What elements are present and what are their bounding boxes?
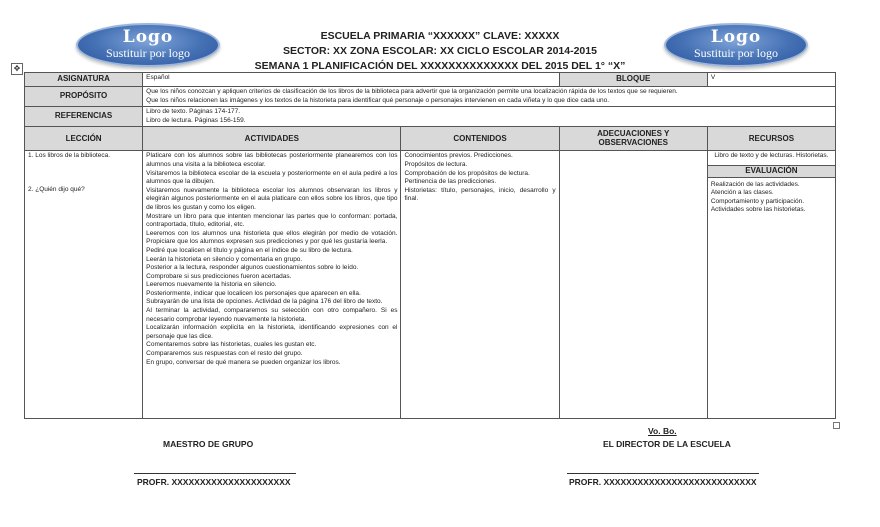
- proposito-label: PROPÓSITO: [25, 87, 143, 107]
- planning-table: [24, 72, 836, 419]
- actividad: Comprobare si sus predicciones fueron acertadas.: [146, 272, 292, 280]
- bloque-value: V: [707, 73, 835, 87]
- contenido: Comprobación de los propósitos de lectura.: [404, 169, 530, 177]
- actividad: Posterior a la lectura, responder algunos cuestionamientos sobre lo leído.: [146, 264, 359, 272]
- actividad: Compararemos sus respuestas con el resto del grupo.: [146, 350, 303, 358]
- actividad: Leerán la historieta en silencio y comentaria en grupo.: [146, 255, 303, 263]
- proposito-line-1: Que los niños conozcan y apliquen criterios de clasificación de los libros de la biblioteca para advertir que la organización permite una localización rápida de los textos que se requieren.: [146, 88, 678, 95]
- actividad: Pediré que localicen el título y página en el índice de su libro de lectura.: [146, 246, 353, 254]
- director-label: EL DIRECTOR DE LA ESCUELA: [603, 439, 731, 449]
- header-line-2: SECTOR: XX ZONA ESCOLAR: XX CICLO ESCOLAR 2014-2015: [283, 45, 597, 57]
- referencias-value: [143, 107, 836, 127]
- proposito-line-2: Que los niños relacionen las imágenes y los textos de la historieta para identificar qué personaje o personajes intervienen en cada viñeta y lo que dice cada uno.: [146, 96, 610, 104]
- referencias-label: REFERENCIAS: [25, 107, 143, 127]
- logo-right-title: Logo: [710, 27, 762, 47]
- col-header-actividades: ACTIVIDADES: [143, 127, 401, 151]
- col-header-contenidos: CONTENIDOS: [401, 127, 559, 151]
- logo-right-subtitle: Sustituir por logo: [693, 46, 778, 60]
- contenido: Pertinencia de las predicciones.: [404, 178, 497, 186]
- adecuaciones-cell: [559, 151, 707, 419]
- table-move-handle-icon[interactable]: ✥: [11, 63, 23, 75]
- contenido: Propósitos de lectura.: [404, 160, 468, 168]
- leccion-cell: [25, 151, 143, 419]
- evaluacion-item: Realización de las actividades.: [710, 180, 800, 188]
- referencia-line-1: Libro de texto. Páginas 174-177.: [146, 108, 241, 116]
- col-header-adecuaciones: ADECUACIONES Y OBSERVACIONES: [559, 127, 707, 151]
- header-line-1: ESCUELA PRIMARIA “XXXXXX” CLAVE: XXXXX: [320, 30, 560, 42]
- actividad: Platicare con los alumnos sobre las bibliotecas posteriormente planearemos con los alumnos una visita a la biblioteca escolar.: [146, 152, 398, 168]
- recursos-cell: [707, 151, 835, 419]
- asignatura-value: Español: [143, 73, 560, 87]
- actividad: Visitaremos la biblioteca escolar de la escuela y posteriormente en el aula pediré a los alumnos que la dibujen.: [146, 169, 398, 186]
- contenidos-cell: [401, 151, 559, 419]
- evaluacion-item: Actividades sobre las historietas.: [710, 206, 806, 214]
- maestro-label: MAESTRO DE GRUPO: [163, 439, 254, 449]
- contenido: Historietas: título, personajes, inicio, desarrollo y final.: [404, 186, 556, 203]
- actividad: Mostrare un libro para que intenten mencionar las partes que lo conforman: portada, contraportada, título, editorial, etc.: [146, 212, 398, 229]
- col-header-leccion: LECCIÓN: [25, 127, 143, 151]
- actividad: Leeremos nuevamente la historia en silencio.: [146, 281, 277, 289]
- director-signature-line: [567, 473, 759, 474]
- header-line-3: SEMANA 1 PLANIFICACIÓN DEL XXXXXXXXXXXXXX DEL 2015 DEL 1° “X”: [254, 60, 626, 72]
- actividad: Localizarán información explicita en la historieta, identificando expresiones con el personaje que las dice.: [146, 324, 398, 340]
- table-resize-handle[interactable]: [833, 422, 840, 429]
- vobo-label: Vo. Bo.: [648, 426, 677, 436]
- evaluacion-item: Atención a las clases.: [710, 189, 774, 197]
- contenido: Conocimientos previos. Predicciones.: [404, 152, 513, 160]
- actividad: En grupo, conversar de qué manera se pueden organizar los libros.: [146, 358, 341, 366]
- maestro-signature-line: [134, 473, 296, 474]
- actividad: Leeremos con los alumnos una historieta que ellos elegirán por medio de votación. Propiciare que los alumnos expresen sus predicciones y por qué les gustaría leerla.: [146, 229, 398, 246]
- logo-left-title: Logo: [122, 27, 174, 47]
- logo-left-subtitle: Sustituir por logo: [105, 46, 190, 60]
- actividad: Visitaremos nuevamente la biblioteca escolar los alumnos observaran los libros y elegirán algunos posteriormente en el aula platicare con ellos sobre los libros, que tipo de libros les gustan y como los eligen.: [146, 186, 398, 211]
- col-header-recursos: RECURSOS: [707, 127, 835, 151]
- evaluacion-item: Comportamiento y participación.: [710, 197, 805, 205]
- recursos-value: Libro de texto y de lecturas. Historietas.: [714, 152, 829, 160]
- actividad: Comentaremos sobre las historietas, cuales les gustan etc.: [146, 341, 317, 349]
- leccion-1: 1. Los libros de la biblioteca.: [28, 152, 111, 160]
- logo-right: [664, 23, 808, 67]
- actividad: Al terminar la actividad, compararemos su selección con otro compañero. Si es necesario comprobar leyendo nuevamente la historieta.: [146, 307, 398, 323]
- leccion-2: 2. ¿Quién dijo qué?: [28, 185, 85, 193]
- actividades-cell: [143, 151, 401, 419]
- evaluacion-header: EVALUACIÓN: [708, 165, 835, 178]
- director-name: PROFR. XXXXXXXXXXXXXXXXXXXXXXXXXXX: [569, 477, 757, 487]
- actividad: Subrayarán de una lista de opciones. Actividad de la página 176 del libro de texto.: [146, 298, 383, 306]
- referencia-line-2: Libro de lectura. Páginas 156-159.: [146, 116, 246, 124]
- logo-left: [76, 23, 220, 67]
- actividad: Posteriormente, indicar que localicen los personajes que aparecen en ella.: [146, 289, 361, 297]
- proposito-value: [143, 87, 836, 107]
- maestro-name: PROFR. XXXXXXXXXXXXXXXXXXXXX: [137, 477, 291, 487]
- asignatura-label: ASIGNATURA: [25, 73, 143, 87]
- bloque-label: BLOQUE: [559, 73, 707, 87]
